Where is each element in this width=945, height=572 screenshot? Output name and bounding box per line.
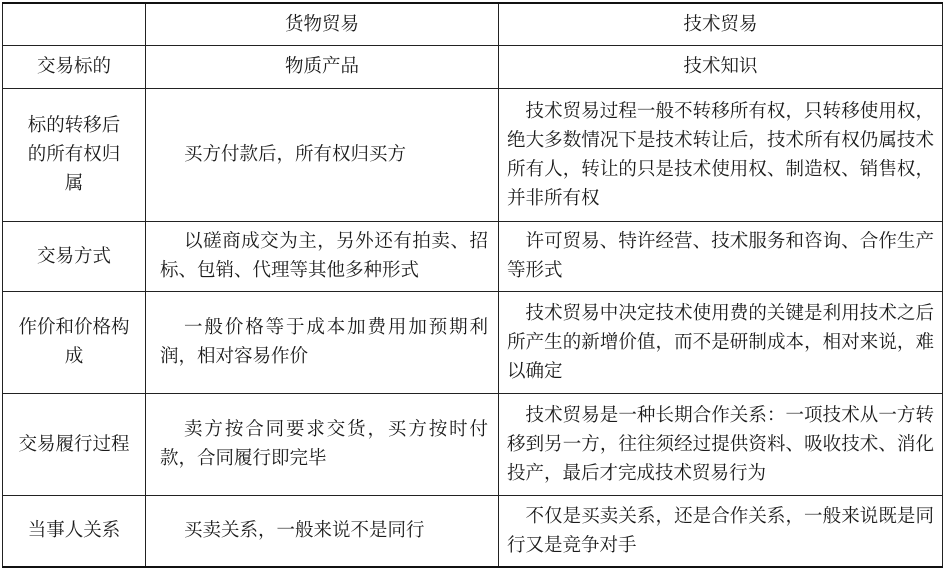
tech-cell: 技术贸易过程一般不转移所有权，只转移使用权，绝大多数情况下是技术转让后，技术所有权仍属技术所有人，转让的只是技术使用权、制造权、销售权，并非所有权: [499, 88, 943, 221]
comparison-table: [2, 2, 943, 568]
row-label: 交易标的: [3, 45, 146, 88]
goods-cell: 买方付款后，所有权归买方: [146, 88, 499, 221]
goods-cell: 物质产品: [146, 45, 499, 88]
header-corner-cell: [3, 3, 146, 45]
table-row: [3, 291, 943, 393]
tech-cell: 许可贸易、特许经营、技术服务和咨询、合作生产等形式: [499, 221, 943, 291]
row-label: 标的转移后的所有权归属: [3, 88, 146, 221]
row-label: 交易履行过程: [3, 393, 146, 495]
table-row: [3, 88, 943, 221]
table-row: [3, 45, 943, 88]
table-row: [3, 495, 943, 567]
header-tech-trade: 技术贸易: [499, 3, 943, 45]
tech-cell: 技术贸易是一种长期合作关系：一项技术从一方转移到另一方，往往须经过提供资料、吸收技术、消化投产，最后才完成技术贸易行为: [499, 393, 943, 495]
table-row: [3, 393, 943, 495]
row-label: 作价和价格构成: [3, 291, 146, 393]
row-label: 交易方式: [3, 221, 146, 291]
tech-cell: 不仅是买卖关系，还是合作关系，一般来说既是同行又是竞争对手: [499, 495, 943, 567]
goods-cell: 以磋商成交为主，另外还有拍卖、招标、包销、代理等其他多种形式: [146, 221, 499, 291]
goods-cell: 一般价格等于成本加费用加预期利润，相对容易作价: [146, 291, 499, 393]
row-label: 当事人关系: [3, 495, 146, 567]
header-goods-trade: 货物贸易: [146, 3, 499, 45]
header-row: [3, 3, 943, 45]
tech-cell: 技术贸易中决定技术使用费的关键是利用技术之后所产生的新增价值，而不是研制成本，相对来说，难以确定: [499, 291, 943, 393]
goods-cell: 买卖关系，一般来说不是同行: [146, 495, 499, 567]
tech-cell: 技术知识: [499, 45, 943, 88]
goods-cell: 卖方按合同要求交货，买方按时付款，合同履行即完毕: [146, 393, 499, 495]
table-row: [3, 221, 943, 291]
